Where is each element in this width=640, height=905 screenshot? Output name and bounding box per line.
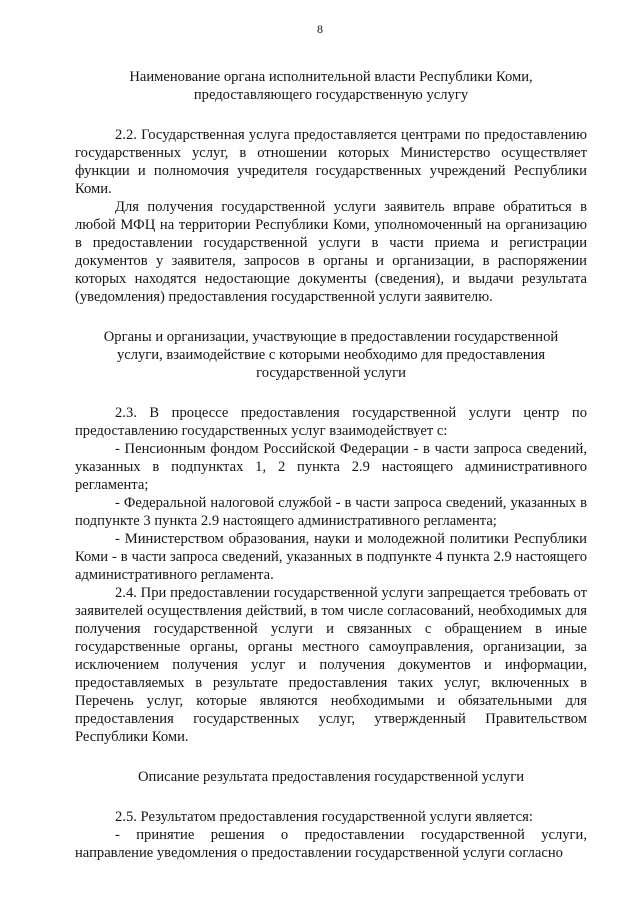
heading-line: Наименование органа исполнительной власти Республики Коми, xyxy=(129,69,533,85)
paragraph-2-3: 2.3. В процессе предоставления государственной услуги центр по предоставлению государственных услуг взаимодействует с: xyxy=(75,405,587,439)
paragraph-2-5: 2.5. Результатом предоставления государственной услуги является: xyxy=(115,809,533,825)
paragraph-mfc: Для получения государственной услуги заявитель вправе обратиться в любой МФЦ на территории Республики Коми, уполномоченный на организацию в предоставлении государственной услуги в части приема и регистрации документов у заявителя, запросов в органы и организации, в распоряжении которых находятся недостающие документы (сведения), и выдачи результата (уведомления) предоставления государственной услуги заявителю. xyxy=(75,199,587,305)
list-item-tax-service: - Федеральной налоговой службой - в части запроса сведений, указанных в подпункте 3 пункта 2.9 настоящего административного регламента; xyxy=(75,495,587,529)
section-heading-result: Описание результата предоставления государственной услуги xyxy=(137,769,525,785)
list-item-pension-fund: - Пенсионным фондом Российской Федерации - в части запроса сведений, указанных в подпунктах 1, 2 пункта 2.9 настоящего административного регламента; xyxy=(75,441,587,493)
heading-line: государственной услуги xyxy=(256,365,406,381)
heading-line: услуги, взаимодействие с которыми необходимо для предоставления xyxy=(116,347,546,363)
list-item-ministry: - Министерством образования, науки и молодежной политики Республики Коми - в части запроса сведений, указанных в подпункте 4 пункта 2.9 настоящего административного регламента. xyxy=(75,531,587,583)
heading-line: Органы и организации, участвующие в предоставлении государственной xyxy=(103,329,559,345)
section-heading-organizations xyxy=(75,328,587,382)
paragraph-2-2: 2.2. Государственная услуга предоставляется центрами по предоставлению государственных услуг, в отношении которых Министерство осуществляет функции и полномочия учредителя государственных учреждений Республики Коми. xyxy=(75,127,587,197)
paragraph-2-4: 2.4. При предоставлении государственной услуги запрещается требовать от заявителей осуществления действий, в том числе согласований, необходимых для получения государственной услуги и связанных с обращением в иные государственные органы, органы местного самоуправления, организации, за исключением получения услуг и получения документов и информации, предоставляемых в результате предоставления таких услуг, включенных в Перечень услуг, которые являются необходимыми и обязательными для предоставления государственных услуг, утвержденный Правительством Республики Коми. xyxy=(75,585,587,745)
document-body xyxy=(75,68,587,862)
heading-line: предоставляющего государственную услугу xyxy=(193,87,469,103)
list-item-decision: - принятие решения о предоставлении государственной услуги, направление уведомления о предоставлении государственной услуги согласно xyxy=(75,827,587,861)
section-heading-authority xyxy=(75,68,587,104)
page-number: 8 xyxy=(317,22,323,36)
